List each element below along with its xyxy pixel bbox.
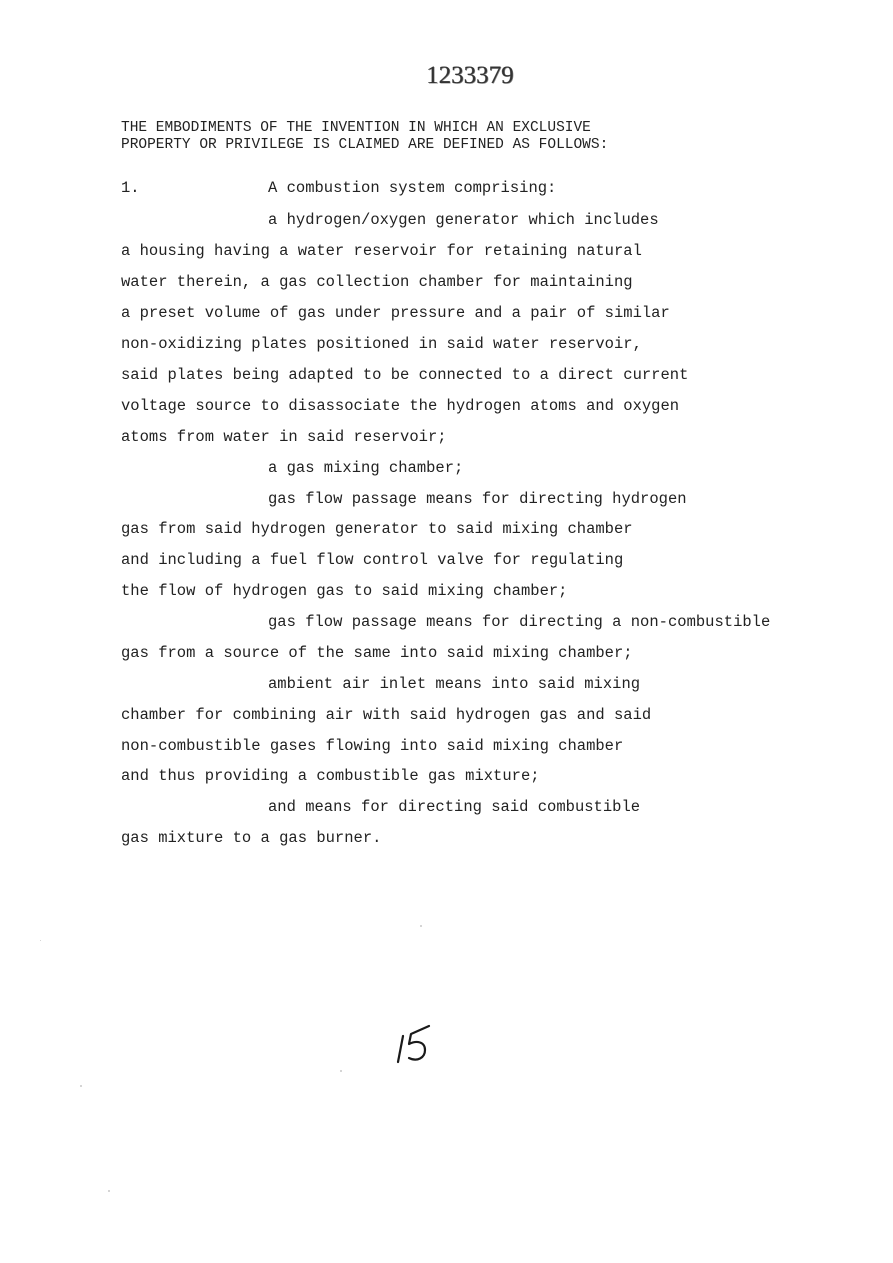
claim-line: and means for directing said combustible: [268, 798, 641, 816]
claim-line: a housing having a water reservoir for retaining natural: [121, 242, 642, 260]
scan-speck: [340, 1070, 342, 1072]
claim-line: A combustion system comprising:: [268, 179, 557, 197]
heading-line: PROPERTY OR PRIVILEGE IS CLAIMED ARE DEFINED AS FOLLOWS:: [121, 137, 609, 153]
claim-line: gas mixture to a gas burner.: [121, 829, 382, 847]
claim-number: 1.: [121, 179, 140, 197]
handwritten-page-number: [395, 1022, 435, 1064]
claim-line: and thus providing a combustible gas mixture;: [121, 767, 540, 785]
claim-line: gas from a source of the same into said mixing chamber;: [121, 644, 633, 662]
claim-line: a preset volume of gas under pressure and a pair of similar: [121, 304, 670, 322]
claim-line: gas flow passage means for directing hydrogen: [268, 490, 687, 508]
scan-speck: [40, 940, 41, 941]
scan-speck: [108, 1190, 110, 1192]
heading-line: THE EMBODIMENTS OF THE INVENTION IN WHICH AN EXCLUSIVE: [121, 120, 591, 136]
claim-line: a gas mixing chamber;: [268, 459, 464, 477]
claim-line: non-oxidizing plates positioned in said water reservoir,: [121, 335, 642, 353]
claim-line: water therein, a gas collection chamber for maintaining: [121, 273, 633, 291]
claim-line: gas from said hydrogen generator to said mixing chamber: [121, 520, 633, 538]
claim-line: gas flow passage means for directing a non-combustible: [268, 613, 771, 631]
claim-line: the flow of hydrogen gas to said mixing chamber;: [121, 582, 568, 600]
scan-speck: [420, 925, 422, 927]
claim-line: said plates being adapted to be connected to a direct current: [121, 366, 689, 384]
claims-heading: [121, 120, 608, 154]
scan-speck: [80, 1085, 82, 1087]
claim-line: voltage source to disassociate the hydrogen atoms and oxygen: [121, 397, 680, 415]
claim-line: ambient air inlet means into said mixing: [268, 675, 641, 693]
claim-line: a hydrogen/oxygen generator which includes: [268, 211, 659, 229]
claim-line: and including a fuel flow control valve for regulating: [121, 551, 624, 569]
claim-line: atoms from water in said reservoir;: [121, 428, 447, 446]
patent-number: 1233379: [426, 62, 514, 89]
claim-line: non-combustible gases flowing into said mixing chamber: [121, 737, 624, 755]
claim-line: chamber for combining air with said hydrogen gas and said: [121, 706, 652, 724]
